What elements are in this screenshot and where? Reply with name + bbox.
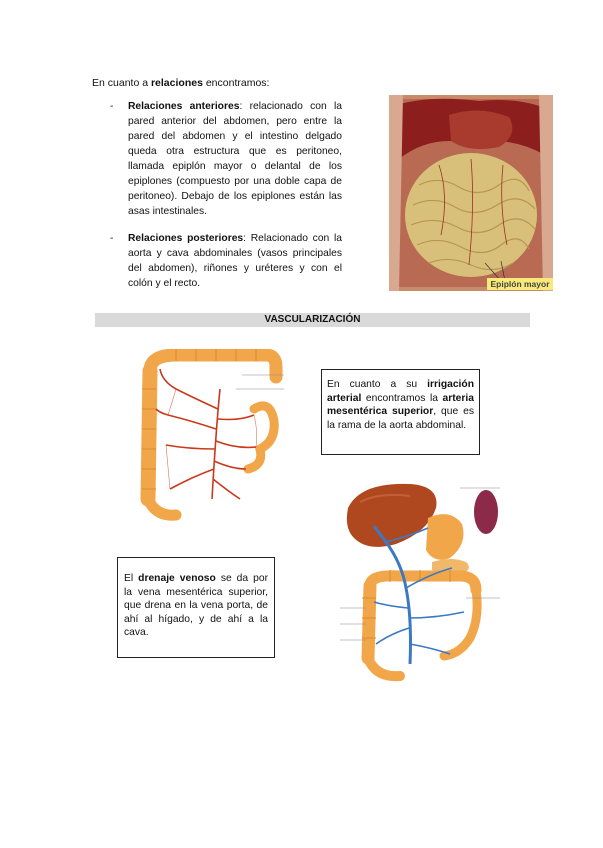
bullet-marker: - — [110, 101, 114, 112]
list-item-posterior — [110, 231, 342, 291]
bullet-text: : Relacionado con la aorta y cava abdominales (vasos principales del abdomen), riñones y uréteres y con el colón y el recto. — [128, 233, 342, 289]
bullet-title: Relaciones posteriores — [128, 233, 244, 244]
superior-mesenteric-artery-illustration — [136, 349, 284, 521]
list-item-anterior — [110, 99, 342, 219]
relations-list — [110, 99, 342, 303]
intro-text: En cuanto a relaciones encontramos: — [92, 77, 270, 89]
arterial-supply-box: En cuanto a su irrigación arterial encontramos la arteria mesentérica superior, que es la rama de la aorta abdominal. — [321, 369, 480, 455]
greater-omentum-illustration — [389, 95, 553, 291]
portal-vein-illustration — [340, 478, 500, 686]
section-header: VASCULARIZACIÓN — [95, 313, 530, 327]
bullet-title: Relaciones anteriores — [128, 101, 240, 112]
bullet-text: : relacionado con la pared anterior del abdomen, pero entre la pared del abdomen y el intestino delgado queda otra estructura que es peritoneo, llamada epiplón mayor o delantal de los epiplones (compuesto por una doble capa de peritoneo). Debajo de los epiplones están las asas intestinales. — [128, 101, 342, 217]
figure-label: Epiplón mayor — [490, 279, 550, 289]
venous-drainage-box: El drenaje venoso se da por la vena mesentérica superior, que drena en la vena porta, de ahí al hígado, y de ahí a la cava. — [117, 557, 275, 658]
bullet-marker: - — [110, 233, 114, 244]
